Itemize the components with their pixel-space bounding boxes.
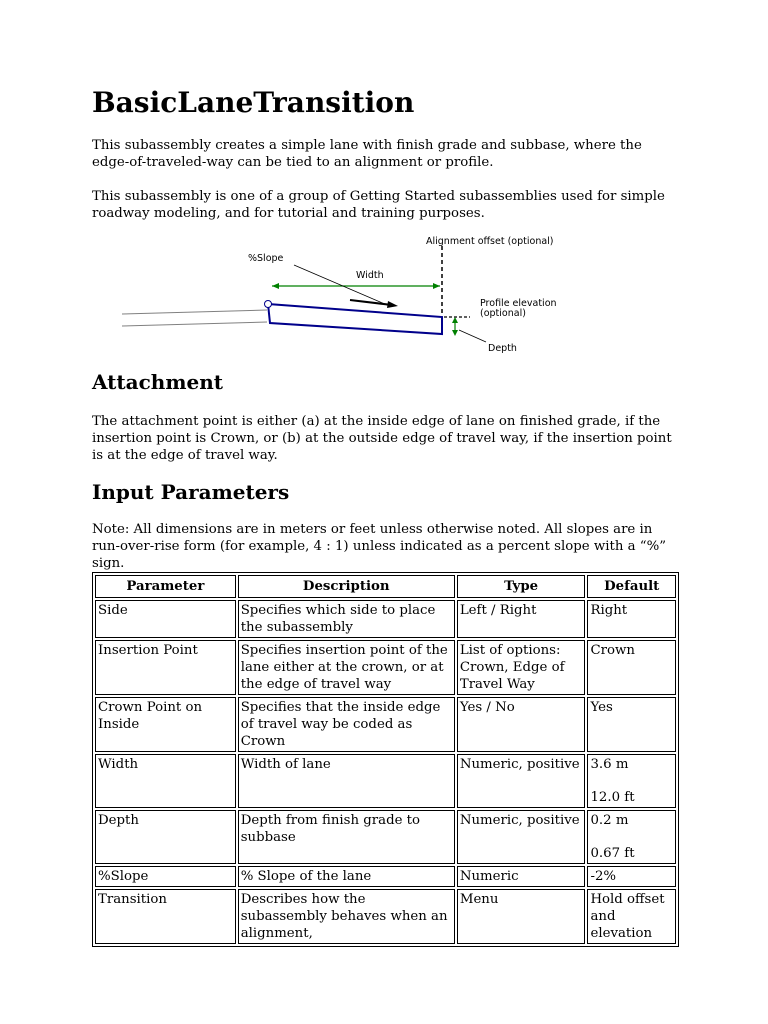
cell-default [587, 866, 676, 887]
default-value: -2% [590, 869, 617, 884]
ground-line-bottom [122, 322, 267, 326]
cell-description: Specifies insertion point of the lane either at the crown, or at the edge of travel way [238, 640, 455, 695]
lane-shape [268, 304, 442, 334]
cell-description: Specifies which side to place the subassembly [238, 600, 455, 638]
cell-default [587, 889, 676, 944]
width-arrow-right [433, 283, 440, 289]
input-parameters-table [92, 572, 679, 947]
slope-arrow-head [387, 301, 398, 308]
cell-parameter: Insertion Point [95, 640, 236, 695]
depth-arrow-bottom [452, 330, 458, 336]
input-parameters-heading: Input Parameters [92, 480, 290, 504]
cell-parameter: %Slope [95, 866, 236, 887]
default-value: Yes [590, 700, 613, 715]
cell-description: Width of lane [238, 754, 455, 808]
table-row [95, 889, 676, 944]
cell-default [587, 697, 676, 752]
slope-label: %Slope [248, 253, 284, 264]
attachment-heading: Attachment [92, 370, 223, 394]
column-header-type: Type [457, 575, 586, 598]
cell-description: Specifies that the inside edge of travel way be coded as Crown [238, 697, 455, 752]
spacer [590, 773, 673, 789]
default-value-imperial: 0.67 ft [590, 846, 635, 861]
width-arrow-left [272, 283, 279, 289]
depth-leader-line [459, 330, 486, 342]
width-label: Width [356, 270, 384, 281]
slope-arrow-line [350, 300, 392, 305]
cell-parameter: Width [95, 754, 236, 808]
page-title: BasicLaneTransition [92, 86, 415, 119]
table-row [95, 640, 676, 695]
profile-elevation-optional-label: (optional) [480, 308, 526, 319]
cell-type: Yes / No [457, 697, 586, 752]
default-value-metric: 0.2 m [590, 813, 629, 828]
cell-parameter: Side [95, 600, 236, 638]
spacer [590, 829, 673, 845]
cell-type: Left / Right [457, 600, 586, 638]
depth-label: Depth [488, 343, 517, 354]
table-header-row [95, 575, 676, 598]
table-row [95, 697, 676, 752]
alignment-offset-label: Alignment offset (optional) [426, 236, 554, 247]
lane-diagram [122, 230, 562, 360]
ground-line-top [122, 310, 267, 314]
cell-type: List of options: Crown, Edge of Travel Way [457, 640, 586, 695]
table-row [95, 866, 676, 887]
input-parameters-note: Note: All dimensions are in meters or feet unless otherwise noted. All slopes are in run-over-rise form (for example, 4 : 1) unless indicated as a percent slope with a “%” sign. [92, 522, 667, 571]
cell-type: Numeric, positive [457, 810, 586, 864]
table-row [95, 600, 676, 638]
cell-parameter: Depth [95, 810, 236, 864]
default-value: Right [590, 603, 628, 618]
intro-paragraph-2: This subassembly is one of a group of Getting Started subassemblies used for simple roadway modeling, and for tutorial and training purposes. [92, 189, 665, 221]
default-value: Crown [590, 643, 635, 658]
table-row [95, 754, 676, 808]
column-header-parameter: Parameter [95, 575, 236, 598]
cell-default [587, 754, 676, 808]
cell-default [587, 600, 676, 638]
cell-description: Describes how the subassembly behaves when an alignment, [238, 889, 455, 944]
cell-type: Numeric, positive [457, 754, 586, 808]
attachment-text: The attachment point is either (a) at the inside edge of lane on finished grade, if the insertion point is Crown, or (b) at the outside edge of travel way, if the insertion point is at the edge of travel way. [92, 414, 672, 463]
cell-default [587, 640, 676, 695]
column-header-description: Description [238, 575, 455, 598]
default-value-metric: 3.6 m [590, 757, 629, 772]
cell-parameter: Transition [95, 889, 236, 944]
column-header-default: Default [587, 575, 676, 598]
cell-description: Depth from finish grade to subbase [238, 810, 455, 864]
default-value-imperial: 12.0 ft [590, 790, 635, 805]
cell-default [587, 810, 676, 864]
intro-paragraph-1: This subassembly creates a simple lane with finish grade and subbase, where the edge-of-traveled-way can be tied to an alignment or profile. [92, 138, 642, 170]
cell-type: Menu [457, 889, 586, 944]
cell-type: Numeric [457, 866, 586, 887]
cell-description: % Slope of the lane [238, 866, 455, 887]
attachment-point-marker [265, 301, 272, 308]
cell-parameter: Crown Point on Inside [95, 697, 236, 752]
default-value: Hold offset and elevation [590, 892, 665, 941]
table-row [95, 810, 676, 864]
depth-arrow-top [452, 317, 458, 323]
profile-elevation-label: Profile elevation [480, 298, 557, 309]
